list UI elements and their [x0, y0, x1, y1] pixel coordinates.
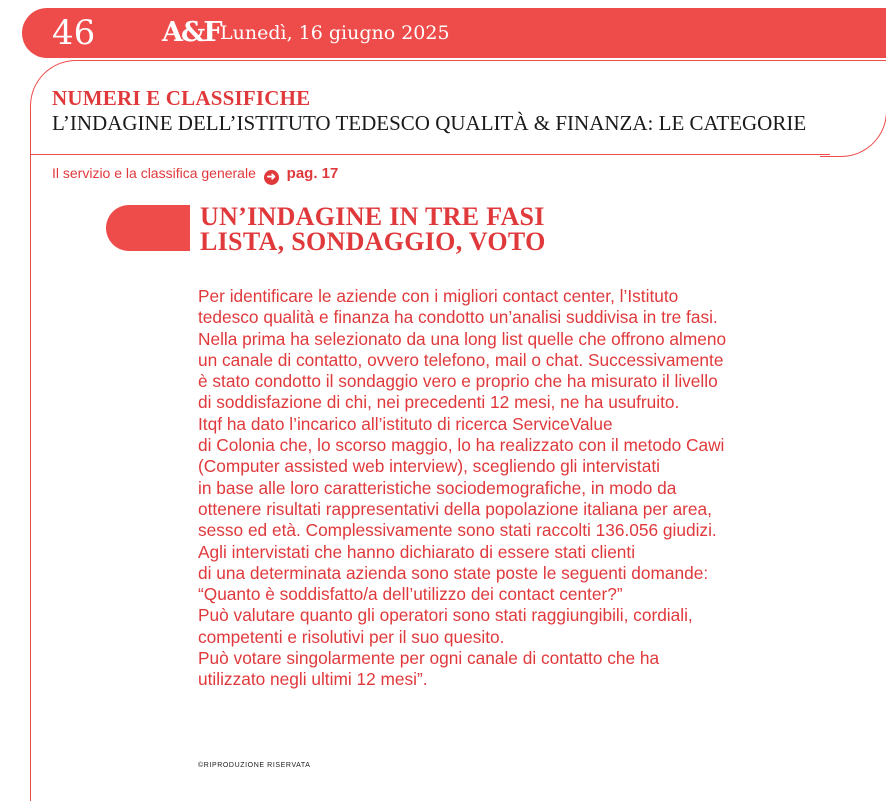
- headline-line: LISTA, SONDAGGIO, VOTO: [200, 227, 546, 256]
- cross-reference[interactable]: [52, 163, 338, 185]
- page-number: 46: [52, 13, 96, 53]
- section-subtitle: L’INDAGINE DELL’ISTITUTO TEDESCO QUALITÀ & FINANZA: LE CATEGORIE: [52, 111, 807, 135]
- section-divider: [30, 154, 830, 155]
- body-line: di soddisfazione di chi, nei precedenti 12 mesi, ne ha usufruito.: [198, 392, 680, 413]
- body-line: Itqf ha dato l’incarico all’istituto di ricerca ServiceValue: [198, 413, 613, 434]
- cross-reference-page: pag. 17: [286, 165, 339, 182]
- copyright-notice: ©RIPRODUZIONE RISERVATA: [198, 762, 311, 769]
- body-line: di Colonia che, lo scorso maggio, lo ha realizzato con il metodo Cawi: [198, 435, 725, 456]
- body-line: in base alle loro caratteristiche sociodemografiche, in modo da: [198, 477, 677, 498]
- body-line: utilizzato negli ultimi 12 mesi”.: [198, 669, 428, 690]
- body-line: di una determinata azienda sono state poste le seguenti domande:: [198, 562, 709, 583]
- body-line: competenti e risolutivi per il suo quesito.: [198, 626, 505, 647]
- body-line: sesso ed età. Complessivamente sono stati raccolti 136.056 giudizi.: [198, 520, 717, 541]
- body-line: Nella prima ha selezionato da una long list quelle che offrono almeno: [198, 328, 727, 349]
- body-line: tedesco qualità e finanza ha condotto un’analisi suddivisa in tre fasi.: [198, 307, 718, 328]
- issue-date: Lunedì, 16 giugno 2025: [220, 22, 450, 44]
- headline-marker: [106, 205, 190, 251]
- body-line: ottenere risultati rappresentativi della popolazione italiana per area,: [198, 498, 712, 519]
- header-bar: [22, 8, 886, 58]
- cross-reference-text: Il servizio e la classifica generale: [52, 165, 256, 181]
- body-line: “Quanto è soddisfatto/a dell’utilizzo dei contact center?”: [198, 584, 623, 605]
- body-line: è stato condotto il sondaggio vero e proprio che ha misurato il livello: [198, 371, 718, 392]
- body-line: Agli intervistati che hanno dichiarato di essere stati clienti: [198, 541, 636, 562]
- body-line: (Computer assisted web interview), scegliendo gli intervistati: [198, 456, 660, 477]
- section-title: NUMERI E CLASSIFICHE: [52, 86, 311, 110]
- body-line: un canale di contatto, ovvero telefono, mail o chat. Successivamente: [198, 349, 724, 370]
- body-line: Per identificare le aziende con i migliori contact center, l’Istituto: [198, 286, 679, 306]
- article-headline: [200, 204, 546, 254]
- body-line: Può valutare quanto gli operatori sono stati raggiungibili, cordiali,: [198, 605, 693, 626]
- arrow-right-circle-icon: ➜: [264, 170, 279, 185]
- headline-line: UN’INDAGINE IN TRE FASI: [200, 202, 545, 231]
- article-body: [198, 286, 858, 691]
- publication-logo: A&F: [162, 17, 221, 48]
- body-line: Può votare singolarmente per ogni canale di contatto che ha: [198, 648, 660, 669]
